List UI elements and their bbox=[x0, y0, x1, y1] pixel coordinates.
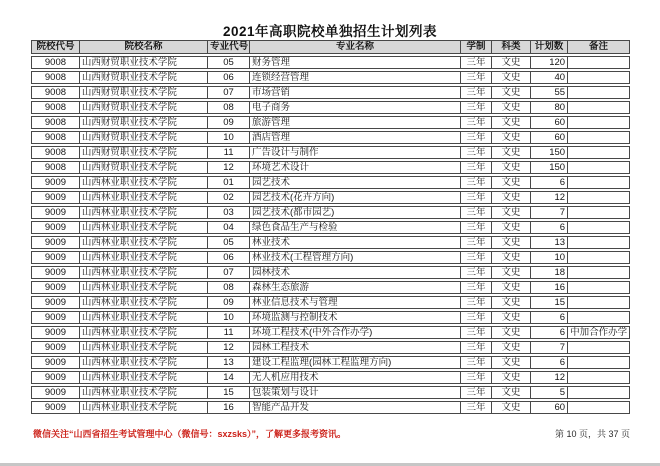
cell-duration: 三年 bbox=[460, 236, 491, 249]
table-row bbox=[31, 161, 630, 174]
cell-remark bbox=[567, 341, 630, 354]
cell-major_code: 11 bbox=[207, 146, 249, 159]
table-row bbox=[31, 326, 630, 339]
cell-duration: 三年 bbox=[460, 356, 491, 369]
cell-college_name: 山西林业职业技术学院 bbox=[79, 371, 207, 384]
cell-college_code: 9009 bbox=[31, 281, 79, 294]
cell-college_code: 9008 bbox=[31, 161, 79, 174]
cell-category: 文史 bbox=[491, 131, 530, 144]
cell-category: 文史 bbox=[491, 251, 530, 264]
cell-major_code: 08 bbox=[207, 101, 249, 114]
cell-college_code: 9009 bbox=[31, 356, 79, 369]
cell-major_name: 园艺技术 bbox=[249, 176, 460, 189]
cell-major_code: 06 bbox=[207, 71, 249, 84]
cell-major_code: 05 bbox=[207, 56, 249, 69]
cell-major_code: 16 bbox=[207, 401, 249, 414]
cell-major_code: 07 bbox=[207, 86, 249, 99]
cell-duration: 三年 bbox=[460, 86, 491, 99]
cell-college_name: 山西林业职业技术学院 bbox=[79, 236, 207, 249]
cell-remark: 中加合作办学 bbox=[567, 326, 630, 339]
cell-duration: 三年 bbox=[460, 146, 491, 159]
cell-remark bbox=[567, 116, 630, 129]
cell-plan_count: 12 bbox=[530, 191, 567, 204]
table-body bbox=[31, 56, 630, 414]
cell-college_code: 9008 bbox=[31, 131, 79, 144]
table-row bbox=[31, 71, 630, 84]
column-header-remark: 备注 bbox=[567, 40, 630, 54]
table-row bbox=[31, 311, 630, 324]
cell-category: 文史 bbox=[491, 236, 530, 249]
table-row bbox=[31, 296, 630, 309]
cell-major_name: 财务管理 bbox=[249, 56, 460, 69]
cell-major_name: 包装策划与设计 bbox=[249, 386, 460, 399]
cell-plan_count: 15 bbox=[530, 296, 567, 309]
cell-duration: 三年 bbox=[460, 116, 491, 129]
table-row bbox=[31, 206, 630, 219]
cell-college_name: 山西财贸职业技术学院 bbox=[79, 56, 207, 69]
cell-category: 文史 bbox=[491, 221, 530, 234]
cell-duration: 三年 bbox=[460, 311, 491, 324]
cell-plan_count: 5 bbox=[530, 386, 567, 399]
table-row bbox=[31, 281, 630, 294]
cell-college_code: 9009 bbox=[31, 311, 79, 324]
cell-remark bbox=[567, 131, 630, 144]
cell-category: 文史 bbox=[491, 281, 530, 294]
table-row bbox=[31, 236, 630, 249]
cell-major_code: 11 bbox=[207, 326, 249, 339]
table-row bbox=[31, 116, 630, 129]
table-row bbox=[31, 386, 630, 399]
cell-college_name: 山西林业职业技术学院 bbox=[79, 266, 207, 279]
cell-plan_count: 7 bbox=[530, 341, 567, 354]
cell-major_code: 04 bbox=[207, 221, 249, 234]
cell-major_code: 08 bbox=[207, 281, 249, 294]
cell-duration: 三年 bbox=[460, 326, 491, 339]
table-row bbox=[31, 221, 630, 234]
cell-college_code: 9009 bbox=[31, 251, 79, 264]
cell-duration: 三年 bbox=[460, 56, 491, 69]
cell-major_code: 10 bbox=[207, 131, 249, 144]
cell-duration: 三年 bbox=[460, 176, 491, 189]
cell-plan_count: 10 bbox=[530, 251, 567, 264]
cell-category: 文史 bbox=[491, 101, 530, 114]
cell-college_code: 9009 bbox=[31, 191, 79, 204]
cell-college_name: 山西林业职业技术学院 bbox=[79, 281, 207, 294]
cell-college_name: 山西林业职业技术学院 bbox=[79, 176, 207, 189]
cell-college_name: 山西林业职业技术学院 bbox=[79, 401, 207, 414]
cell-duration: 三年 bbox=[460, 161, 491, 174]
table-row bbox=[31, 341, 630, 354]
cell-major_name: 环境监测与控制技术 bbox=[249, 311, 460, 324]
cell-college_name: 山西财贸职业技术学院 bbox=[79, 131, 207, 144]
cell-college_code: 9008 bbox=[31, 71, 79, 84]
cell-major_code: 12 bbox=[207, 161, 249, 174]
cell-college_code: 9009 bbox=[31, 341, 79, 354]
cell-remark bbox=[567, 266, 630, 279]
cell-major_code: 14 bbox=[207, 371, 249, 384]
cell-duration: 三年 bbox=[460, 341, 491, 354]
cell-college_name: 山西林业职业技术学院 bbox=[79, 356, 207, 369]
cell-major_name: 林业技术 bbox=[249, 236, 460, 249]
cell-college_name: 山西林业职业技术学院 bbox=[79, 341, 207, 354]
cell-category: 文史 bbox=[491, 401, 530, 414]
table-row bbox=[31, 56, 630, 69]
cell-duration: 三年 bbox=[460, 401, 491, 414]
cell-major_name: 林业技术(工程管理方向) bbox=[249, 251, 460, 264]
cell-category: 文史 bbox=[491, 371, 530, 384]
cell-major_name: 市场营销 bbox=[249, 86, 460, 99]
cell-college_name: 山西林业职业技术学院 bbox=[79, 311, 207, 324]
cell-duration: 三年 bbox=[460, 371, 491, 384]
cell-remark bbox=[567, 221, 630, 234]
cell-college_code: 9009 bbox=[31, 296, 79, 309]
cell-college_name: 山西林业职业技术学院 bbox=[79, 386, 207, 399]
cell-remark bbox=[567, 401, 630, 414]
cell-plan_count: 60 bbox=[530, 401, 567, 414]
cell-duration: 三年 bbox=[460, 386, 491, 399]
cell-duration: 三年 bbox=[460, 221, 491, 234]
cell-remark bbox=[567, 101, 630, 114]
cell-category: 文史 bbox=[491, 191, 530, 204]
table-row bbox=[31, 131, 630, 144]
cell-major_name: 园林工程技术 bbox=[249, 341, 460, 354]
cell-college_code: 9009 bbox=[31, 371, 79, 384]
cell-major_code: 06 bbox=[207, 251, 249, 264]
cell-remark bbox=[567, 191, 630, 204]
cell-college_name: 山西财贸职业技术学院 bbox=[79, 101, 207, 114]
cell-college_name: 山西财贸职业技术学院 bbox=[79, 86, 207, 99]
cell-plan_count: 16 bbox=[530, 281, 567, 294]
cell-category: 文史 bbox=[491, 296, 530, 309]
cell-plan_count: 6 bbox=[530, 221, 567, 234]
cell-college_code: 9009 bbox=[31, 326, 79, 339]
cell-duration: 三年 bbox=[460, 191, 491, 204]
cell-remark bbox=[567, 251, 630, 264]
cell-major_code: 07 bbox=[207, 266, 249, 279]
cell-major_name: 酒店管理 bbox=[249, 131, 460, 144]
cell-major_code: 09 bbox=[207, 116, 249, 129]
cell-major_name: 建设工程监理(园林工程监理方向) bbox=[249, 356, 460, 369]
cell-remark bbox=[567, 386, 630, 399]
cell-plan_count: 6 bbox=[530, 311, 567, 324]
cell-remark bbox=[567, 236, 630, 249]
page-number-indicator: 第 10 页，共 37 页 bbox=[554, 429, 630, 439]
cell-college_code: 9009 bbox=[31, 236, 79, 249]
cell-college_name: 山西林业职业技术学院 bbox=[79, 206, 207, 219]
cell-major_name: 园艺技术(都市园艺) bbox=[249, 206, 460, 219]
cell-category: 文史 bbox=[491, 116, 530, 129]
cell-major_name: 环境艺术设计 bbox=[249, 161, 460, 174]
table-row bbox=[31, 191, 630, 204]
column-header-major_name: 专业名称 bbox=[249, 40, 460, 54]
cell-major_name: 环境工程技术(中外合作办学) bbox=[249, 326, 460, 339]
cell-category: 文史 bbox=[491, 311, 530, 324]
cell-major_code: 12 bbox=[207, 341, 249, 354]
page-title: 2021年高职院校单独招生计划列表 bbox=[222, 24, 438, 39]
cell-plan_count: 13 bbox=[530, 236, 567, 249]
cell-plan_count: 55 bbox=[530, 86, 567, 99]
column-header-category: 科类 bbox=[491, 40, 530, 54]
cell-duration: 三年 bbox=[460, 206, 491, 219]
cell-college_code: 9008 bbox=[31, 116, 79, 129]
cell-major_code: 09 bbox=[207, 296, 249, 309]
table-row bbox=[31, 356, 630, 369]
cell-college_name: 山西财贸职业技术学院 bbox=[79, 146, 207, 159]
cell-major_code: 02 bbox=[207, 191, 249, 204]
table-row bbox=[31, 101, 630, 114]
cell-remark bbox=[567, 56, 630, 69]
cell-category: 文史 bbox=[491, 326, 530, 339]
cell-major_name: 智能产品开发 bbox=[249, 401, 460, 414]
cell-plan_count: 150 bbox=[530, 161, 567, 174]
column-header-college_name: 院校名称 bbox=[79, 40, 207, 54]
cell-duration: 三年 bbox=[460, 266, 491, 279]
cell-category: 文史 bbox=[491, 266, 530, 279]
cell-category: 文史 bbox=[491, 176, 530, 189]
cell-major_name: 连锁经营管理 bbox=[249, 71, 460, 84]
table-row bbox=[31, 86, 630, 99]
cell-college_code: 9008 bbox=[31, 86, 79, 99]
table-row bbox=[31, 251, 630, 264]
column-header-duration: 学制 bbox=[460, 40, 491, 54]
cell-category: 文史 bbox=[491, 86, 530, 99]
cell-major_name: 绿色食品生产与检验 bbox=[249, 221, 460, 234]
cell-college_name: 山西林业职业技术学院 bbox=[79, 251, 207, 264]
column-header-college_code: 院校代号 bbox=[31, 40, 79, 54]
cell-major_name: 电子商务 bbox=[249, 101, 460, 114]
cell-remark bbox=[567, 161, 630, 174]
cell-plan_count: 120 bbox=[530, 56, 567, 69]
cell-remark bbox=[567, 296, 630, 309]
cell-plan_count: 6 bbox=[530, 176, 567, 189]
cell-college_name: 山西财贸职业技术学院 bbox=[79, 116, 207, 129]
cell-duration: 三年 bbox=[460, 101, 491, 114]
cell-college_name: 山西林业职业技术学院 bbox=[79, 191, 207, 204]
cell-college_code: 9008 bbox=[31, 101, 79, 114]
cell-plan_count: 40 bbox=[530, 71, 567, 84]
cell-remark bbox=[567, 356, 630, 369]
cell-college_code: 9009 bbox=[31, 176, 79, 189]
cell-major_name: 无人机应用技术 bbox=[249, 371, 460, 384]
cell-category: 文史 bbox=[491, 341, 530, 354]
cell-college_name: 山西林业职业技术学院 bbox=[79, 221, 207, 234]
column-header-major_code: 专业代号 bbox=[207, 40, 249, 54]
cell-college_name: 山西财贸职业技术学院 bbox=[79, 71, 207, 84]
wechat-notice: 微信关注“山西省招生考试管理中心（微信号：sxzsks）”，了解更多报考资讯。 bbox=[33, 429, 347, 439]
cell-duration: 三年 bbox=[460, 296, 491, 309]
cell-duration: 三年 bbox=[460, 71, 491, 84]
enrollment-plan-table bbox=[31, 38, 630, 416]
cell-major_name: 园林技术 bbox=[249, 266, 460, 279]
table-row bbox=[31, 266, 630, 279]
cell-plan_count: 7 bbox=[530, 206, 567, 219]
cell-college_code: 9008 bbox=[31, 56, 79, 69]
cell-college_name: 山西林业职业技术学院 bbox=[79, 296, 207, 309]
cell-plan_count: 6 bbox=[530, 326, 567, 339]
cell-category: 文史 bbox=[491, 386, 530, 399]
cell-category: 文史 bbox=[491, 206, 530, 219]
cell-major_code: 13 bbox=[207, 356, 249, 369]
cell-college_code: 9008 bbox=[31, 146, 79, 159]
cell-major_code: 05 bbox=[207, 236, 249, 249]
cell-plan_count: 6 bbox=[530, 356, 567, 369]
cell-plan_count: 80 bbox=[530, 101, 567, 114]
cell-plan_count: 18 bbox=[530, 266, 567, 279]
cell-major_name: 旅游管理 bbox=[249, 116, 460, 129]
cell-plan_count: 60 bbox=[530, 116, 567, 129]
cell-duration: 三年 bbox=[460, 251, 491, 264]
cell-category: 文史 bbox=[491, 161, 530, 174]
cell-major_code: 10 bbox=[207, 311, 249, 324]
cell-major_name: 广告设计与制作 bbox=[249, 146, 460, 159]
cell-major_code: 15 bbox=[207, 386, 249, 399]
cell-category: 文史 bbox=[491, 146, 530, 159]
cell-remark bbox=[567, 71, 630, 84]
cell-remark bbox=[567, 86, 630, 99]
cell-college_code: 9009 bbox=[31, 221, 79, 234]
cell-major_code: 03 bbox=[207, 206, 249, 219]
cell-plan_count: 150 bbox=[530, 146, 567, 159]
cell-remark bbox=[567, 281, 630, 294]
cell-major_name: 园艺技术(花卉方向) bbox=[249, 191, 460, 204]
cell-category: 文史 bbox=[491, 356, 530, 369]
cell-college_name: 山西林业职业技术学院 bbox=[79, 326, 207, 339]
table-row bbox=[31, 176, 630, 189]
table-row bbox=[31, 371, 630, 384]
cell-college_code: 9009 bbox=[31, 266, 79, 279]
cell-college_code: 9009 bbox=[31, 386, 79, 399]
table-row bbox=[31, 401, 630, 414]
cell-category: 文史 bbox=[491, 71, 530, 84]
cell-major_name: 森林生态旅游 bbox=[249, 281, 460, 294]
cell-plan_count: 60 bbox=[530, 131, 567, 144]
column-header-plan_count: 计划数 bbox=[530, 40, 567, 54]
cell-duration: 三年 bbox=[460, 131, 491, 144]
table-row bbox=[31, 146, 630, 159]
cell-plan_count: 12 bbox=[530, 371, 567, 384]
cell-remark bbox=[567, 311, 630, 324]
cell-college_code: 9009 bbox=[31, 401, 79, 414]
table-header-row bbox=[31, 40, 630, 54]
cell-major_code: 01 bbox=[207, 176, 249, 189]
cell-remark bbox=[567, 206, 630, 219]
cell-duration: 三年 bbox=[460, 281, 491, 294]
cell-category: 文史 bbox=[491, 56, 530, 69]
cell-college_name: 山西财贸职业技术学院 bbox=[79, 161, 207, 174]
cell-remark bbox=[567, 146, 630, 159]
cell-major_name: 林业信息技术与管理 bbox=[249, 296, 460, 309]
cell-remark bbox=[567, 176, 630, 189]
cell-college_code: 9009 bbox=[31, 206, 79, 219]
cell-remark bbox=[567, 371, 630, 384]
